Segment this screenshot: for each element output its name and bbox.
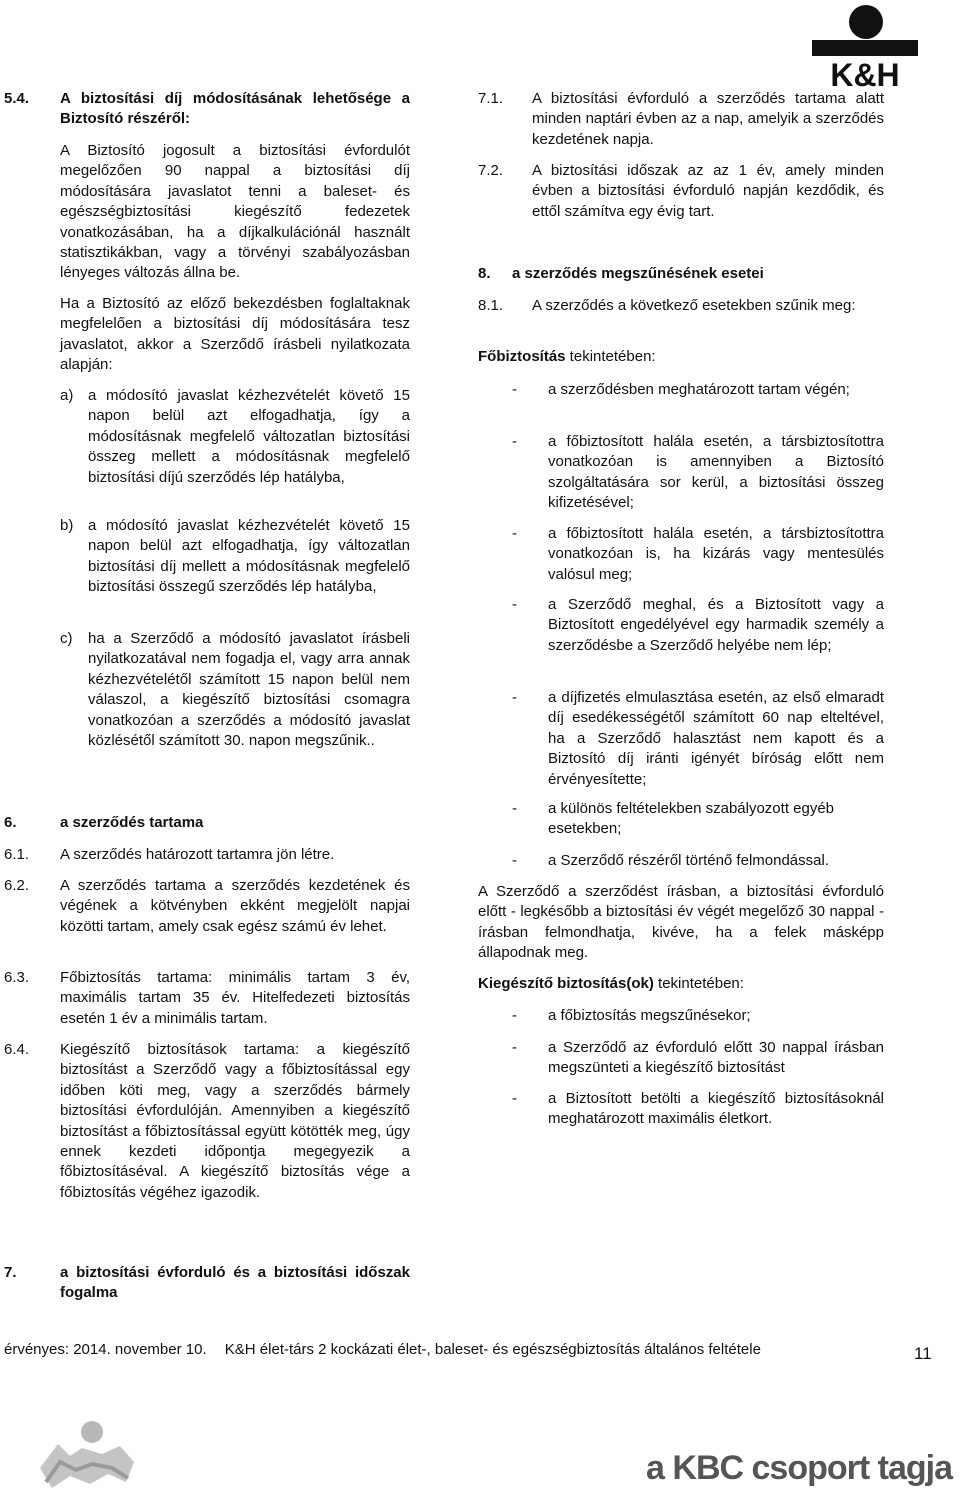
section-7-heading: 7. a biztosítási évforduló és a biztosítási időszak fogalma [4,1264,410,1302]
section-7-1: 7.1. A biztosítási évforduló a szerződés tartama alatt minden naptári évben az a nap, amelyik a szerződés kezdetének napja. [478,90,884,148]
kbc-group-tagline: a KBC csoport tagja [646,1449,952,1487]
page-footer [4,1340,934,1363]
section-6-4: 6.4. Kiegészítő biztosítások tartama: a kiegészítő biztosítást a Szerződő vagy a főbiztosítással egy időben köti meg, vagy a szerződés bármely biztosítási évfordulóján. Amennyiben a kiegészítő biztosítást a főbiztosítással együtt kötötték meg, úgy ennek kezdeti időpontja megegyezik a főbiztosításéval. A kiegészítő biztosítás vége a főbiztosítás végéhez igazodik. [4,1041,410,1201]
supplementary-label: Kiegészítő biztosítás(ok) tekintetében: [478,975,744,992]
kh-logo [808,2,922,88]
section-5-4-heading [4,89,410,130]
sup-item-2: - a Szerződő az évforduló előtt 30 nappal írásban megszünteti a kiegészítő biztosítást [512,1039,884,1077]
main-item-5: - a díjfizetés elmulasztása esetén, az első elmaradt díj esedékességétől számított 60 nap elteltével, ha a Szerződő halasztást nem kapott és a Biztosító díj iránti igényét bíróság előtt nem érvényesítette; [512,689,884,788]
section-5-4-paragraph-2: Ha a Biztosító az előző bekezdésben foglaltaknak megfelelően a biztosítási díj módosítására tesz javaslatot, akkor a Szerződő írásbeli nyilatkozata alapján: [60,295,410,374]
section-title: A biztosítási díj módosításának lehetősége a Biztosító részéről: [60,90,410,128]
kbc-logo-icon [30,1418,140,1496]
main-item-2: - a főbiztosított halála esetén, a társbiztosítottra vonatkozóan is amennyiben a Biztosító szolgáltatására sor kerül, a biztosítási összeg kifizetésével; [512,433,884,512]
document-title: K&H élet-társ 2 kockázati élet-, baleset- és egészségbiztosítás általános feltétele [224,1341,761,1358]
section-6-2: 6.2. A szerződés tartama a szerződés kezdetének és végének a kötvényben ekként megjelölt napjai közötti tartam, amely csak egész számú év lehet. [4,877,410,935]
section-number: 5.4. [4,90,30,107]
list-item-b: b) a módosító javaslat kézhezvételét követő 15 napon belül azt elfogadhatja, így változatlan biztosítási díj mellett a módosításnak megfelelő biztosítási összegű szerződés lép hatályba, [60,517,410,596]
validity-date: érvényes: 2014. november 10. [4,1341,207,1358]
main-item-7: - a Szerződő részéről történő felmondással. [512,852,829,869]
sup-item-3: - a Biztosított betölti a kiegészítő biztosításoknál meghatározott maximális életkort. [512,1090,884,1128]
termination-paragraph: A Szerződő a szerződést írásban, a biztosítási évforduló előtt - legkésőbb a biztosítási év végét megelőző 30 nappal - írásban felmondhatja, kivéve, ha a felek másképp állapodnak meg. [478,883,884,962]
main-item-3: - a főbiztosított halála esetén, a társbiztosítottra vonatkozóan is, ha kizárás vagy mentesülés valósul meg; [512,525,884,583]
section-8-heading: 8. a szerződés megszűnésének esetei [478,265,764,282]
page-number: 11 [914,1344,932,1363]
main-item-1: - a szerződésben meghatározott tartam végén; [512,381,850,398]
section-7-2: 7.2. A biztosítási időszak az az 1 év, amely minden évben a biztosítási évforduló napján kezdődik, és ettől számítva egy évig tart. [478,162,884,220]
list-item-c: c) ha a Szerződő a módosító javaslatot írásbeli nyilatkozatával nem fogadja el, vagy arra annak kézhezvételétől számított 15 napon belül nem válaszol, a kiegészítő biztosítási csomagra vonatkozóan a szerződés a módosító javaslat közlésétől számított 30. napon megszűnik.. [60,630,410,750]
section-6-1: 6.1. A szerződés határozott tartamra jön létre. [4,846,335,863]
section-6-heading: 6. a szerződés tartama [4,814,204,831]
section-6-3: 6.3. Főbiztosítás tartama: minimális tartam 3 év, maximális tartam 35 év. Hitelfedezeti biztosítás esetén 1 év a minimális tartam. [4,969,410,1027]
main-insurance-label: Főbiztosítás tekintetében: [478,348,656,365]
list-item-a: a) a módosító javaslat kézhezvételét követő 15 napon belül azt elfogadhatja, így a módosításnak megfelelő változatlan biztosítási összeg mellett a módosításnak megfelelő biztosítási díjú szerződés lép hatályba, [60,387,410,486]
main-item-4: - a Szerződő meghal, és a Biztosított vagy a Biztosított engedélyével egy harmadik személy a szerződésbe a Szerződő helyébe nem lép; [512,596,884,654]
sup-item-1: - a főbiztosítás megszűnésekor; [512,1007,751,1024]
logo-text: K&H [830,57,900,88]
section-8-1: 8.1. A szerződés a következő esetekben szűnik meg: [478,297,856,314]
main-item-6: - a különös feltételekben szabályozott egyéb esetekben; [512,800,835,838]
section-5-4-paragraph-1: A Biztosító jogosult a biztosítási évfordulót megelőzően 90 nappal a biztosítási díj módosítására javaslatot tenni a baleset- és egészségbiztosítási kiegészítő fedezetek vonatkozásában, ha a díjkalkulációnál használt statisztikákban, vagy a törvényi szabályozásban lényeges változás állna be. [60,142,410,282]
